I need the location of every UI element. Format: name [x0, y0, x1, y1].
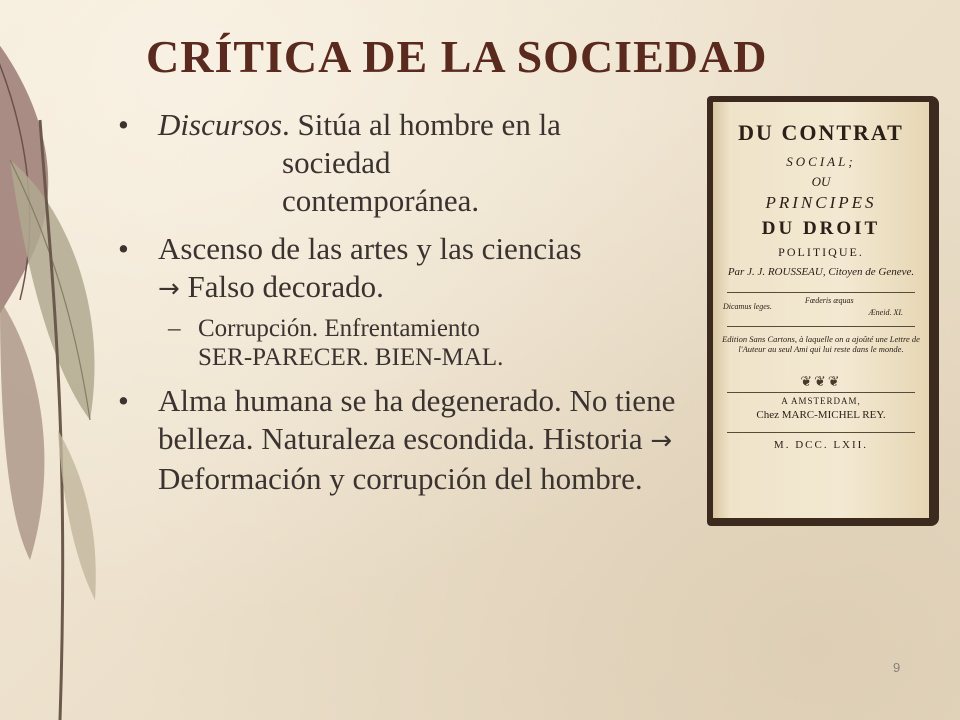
bullet-alma-humana-text: Alma humana se ha degenerado. No tiene belleza. Naturaleza escondida. Historia	[158, 383, 676, 456]
sub-bullet-line1: Corrupción. Enfrentamiento	[198, 315, 480, 342]
book-line-title: DU CONTRAT	[738, 120, 904, 145]
bullet-ascenso-line2: Falso decorado.	[187, 269, 384, 304]
book-title-page-image	[707, 96, 939, 526]
bullet-alma-humana	[118, 382, 798, 498]
bullet-ascenso-line1: Ascenso de las artes y las ciencias	[158, 231, 582, 266]
book-rule	[727, 292, 915, 293]
sub-bullet-line2: SER-PARECER. BIEN-MAL.	[198, 344, 504, 371]
book-edition-note: Edition Sans Cartons, à laquelle on a ajoûté une Lettre de l'Auteur au seul Ami qui lui reste dans le monde.	[722, 334, 920, 354]
right-arrow-icon: →	[158, 274, 180, 304]
book-author: Par J. J. ROUSSEAU, Citoyen de Geneve.	[727, 266, 915, 278]
book-rule	[727, 392, 915, 393]
slide-page-number: 9	[893, 660, 901, 675]
bullet-discursos-text: . Sitúa al hombre en la sociedad contemporánea.	[282, 107, 561, 218]
bullet-discursos-italic: Discursos	[158, 107, 283, 142]
book-page	[713, 102, 929, 518]
book-line-politique: POLITIQUE.	[778, 245, 864, 259]
book-rule	[727, 432, 915, 433]
book-epigraph-3: Æneid. XI.	[868, 308, 903, 317]
book-epigraph-2: Fœderis æquas	[805, 296, 854, 305]
bullet-dot: •	[118, 107, 129, 142]
book-line-principes: PRINCIPES	[765, 193, 877, 212]
bullet-dot: •	[118, 383, 129, 418]
bullet-alma-humana-body	[158, 382, 718, 498]
book-line-social: SOCIAL;	[786, 154, 856, 169]
book-line-droit: DU DROIT	[761, 218, 881, 239]
book-epigraph-1: Dicamus leges.	[723, 302, 772, 311]
book-ornament-icon: ❦❦❦	[800, 375, 842, 390]
sub-bullet-dash: –	[168, 315, 181, 342]
bullet-alma-humana-text2: Deformación y corrupción del hombre.	[158, 461, 643, 496]
book-date: M. DCC. LXII.	[773, 439, 869, 451]
decorative-leaves-graphic	[0, 0, 120, 720]
bullet-dot: •	[118, 231, 129, 266]
book-publisher: Chez MARC-MICHEL REY.	[756, 409, 886, 421]
slide-title: CRÍTICA DE LA SOCIEDAD	[146, 31, 768, 82]
book-line-ou: OU	[811, 174, 831, 189]
right-arrow-icon: →	[650, 426, 673, 456]
book-place: A AMSTERDAM,	[781, 396, 861, 406]
book-rule	[727, 326, 915, 327]
